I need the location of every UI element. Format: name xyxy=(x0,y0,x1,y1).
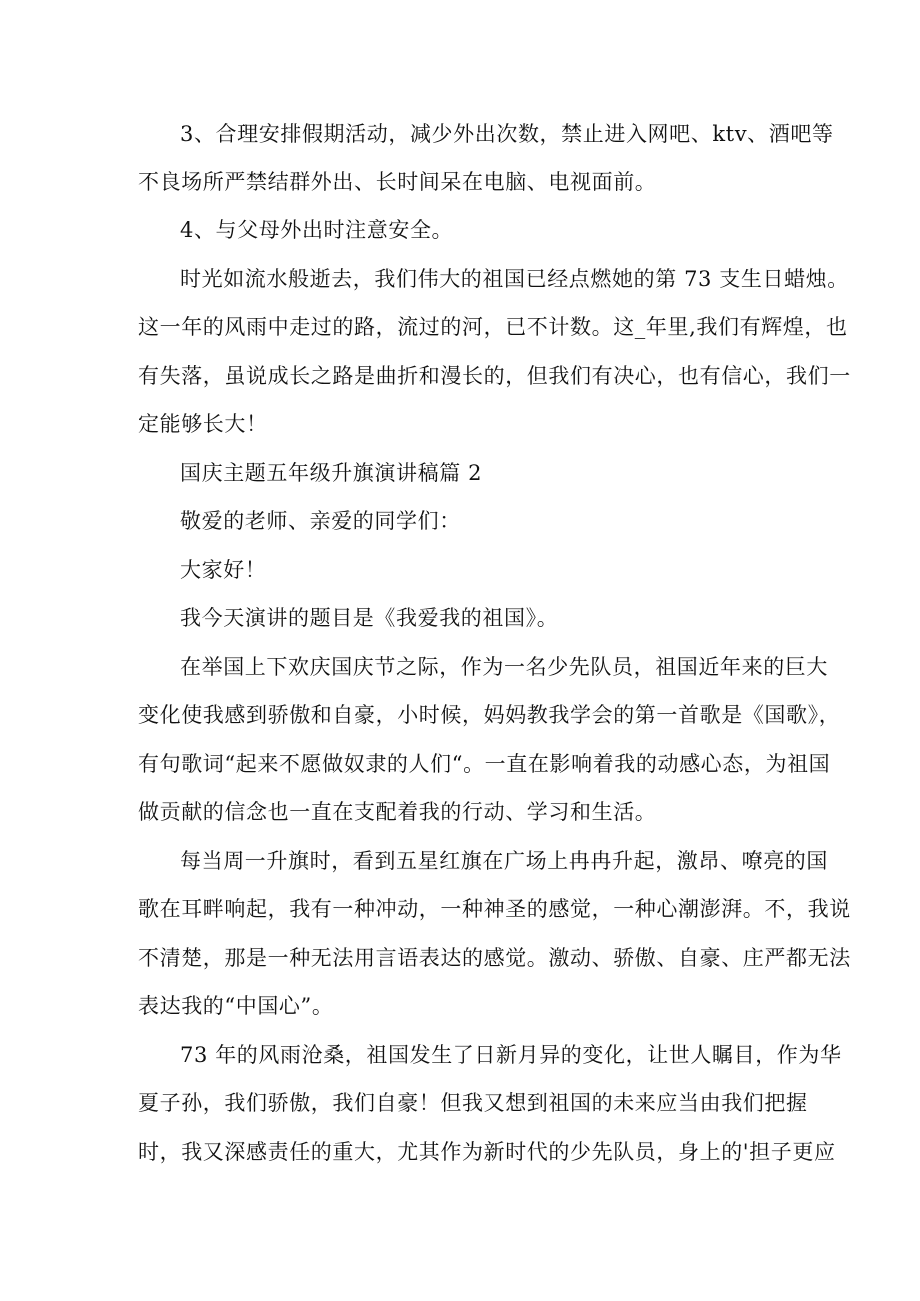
text-line: 敬爱的老师、亲爱的同学们： xyxy=(180,509,461,533)
text-line: 时光如流水般逝去，我们伟大的祖国已经点燃她的第 73 支生日蜡烛。 xyxy=(180,267,849,291)
text-line: 3、合理安排假期活动，减少外出次数，禁止进入网吧、ktv、酒吧等 xyxy=(180,122,834,146)
section-heading: 国庆主题五年级升旗演讲稿篇 2 xyxy=(180,461,483,485)
text-line: 这一年的风雨中走过的路，流过的河，已不计数。这_年里,我们有辉煌，也 xyxy=(138,315,848,339)
text-line: 73 年的风雨沧桑，祖国发生了日新月异的变化，让世人瞩目，作为华 xyxy=(180,1043,842,1067)
text-line: 夏子孙，我们骄傲，我们自豪！但我又想到祖国的未来应当由我们把握 xyxy=(138,1091,808,1115)
text-line: 时，我又深感责任的重大，尤其作为新时代的少先队员，身上的'担子更应 xyxy=(138,1140,836,1164)
text-line: 有失落，虽说成长之路是曲折和漫长的，但我们有决心，也有信心，我们一 xyxy=(138,364,851,388)
text-line: 不良场所严禁结群外出、长时间呆在电脑、电视面前。 xyxy=(138,170,657,194)
text-line: 我今天演讲的题目是《我爱我的祖国》。 xyxy=(180,606,559,630)
text-line: 不清楚，那是一种无法用言语表达的感觉。激动、骄傲、自豪、庄严都无法 xyxy=(138,946,851,970)
text-line: 表达我的“中国心”。 xyxy=(138,994,334,1018)
text-line: 在举国上下欢庆国庆节之际，作为一名少先队员，祖国近年来的巨大 xyxy=(180,655,828,679)
text-line: 4、与父母外出时注意安全。 xyxy=(180,218,454,242)
text-line: 变化使我感到骄傲和自豪，小时候，妈妈教我学会的第一首歌是《国歌》， xyxy=(138,703,841,727)
text-line: 做贡献的信念也一直在支配着我的行动、学习和生活。 xyxy=(138,800,657,824)
text-line: 每当周一升旗时，看到五星红旗在广场上冉冉升起，激昂、嘹亮的国 xyxy=(180,849,828,873)
text-line: 有句歌词“起来不愿做奴隶的人们“。一直在影响着我的动感心态，为祖国 xyxy=(138,752,831,776)
text-line: 歌在耳畔响起，我有一种冲动，一种神圣的感觉，一种心潮澎湃。不，我说 xyxy=(138,897,851,921)
text-line: 大家好！ xyxy=(180,558,267,582)
text-line: 定能够长大！ xyxy=(138,412,268,436)
